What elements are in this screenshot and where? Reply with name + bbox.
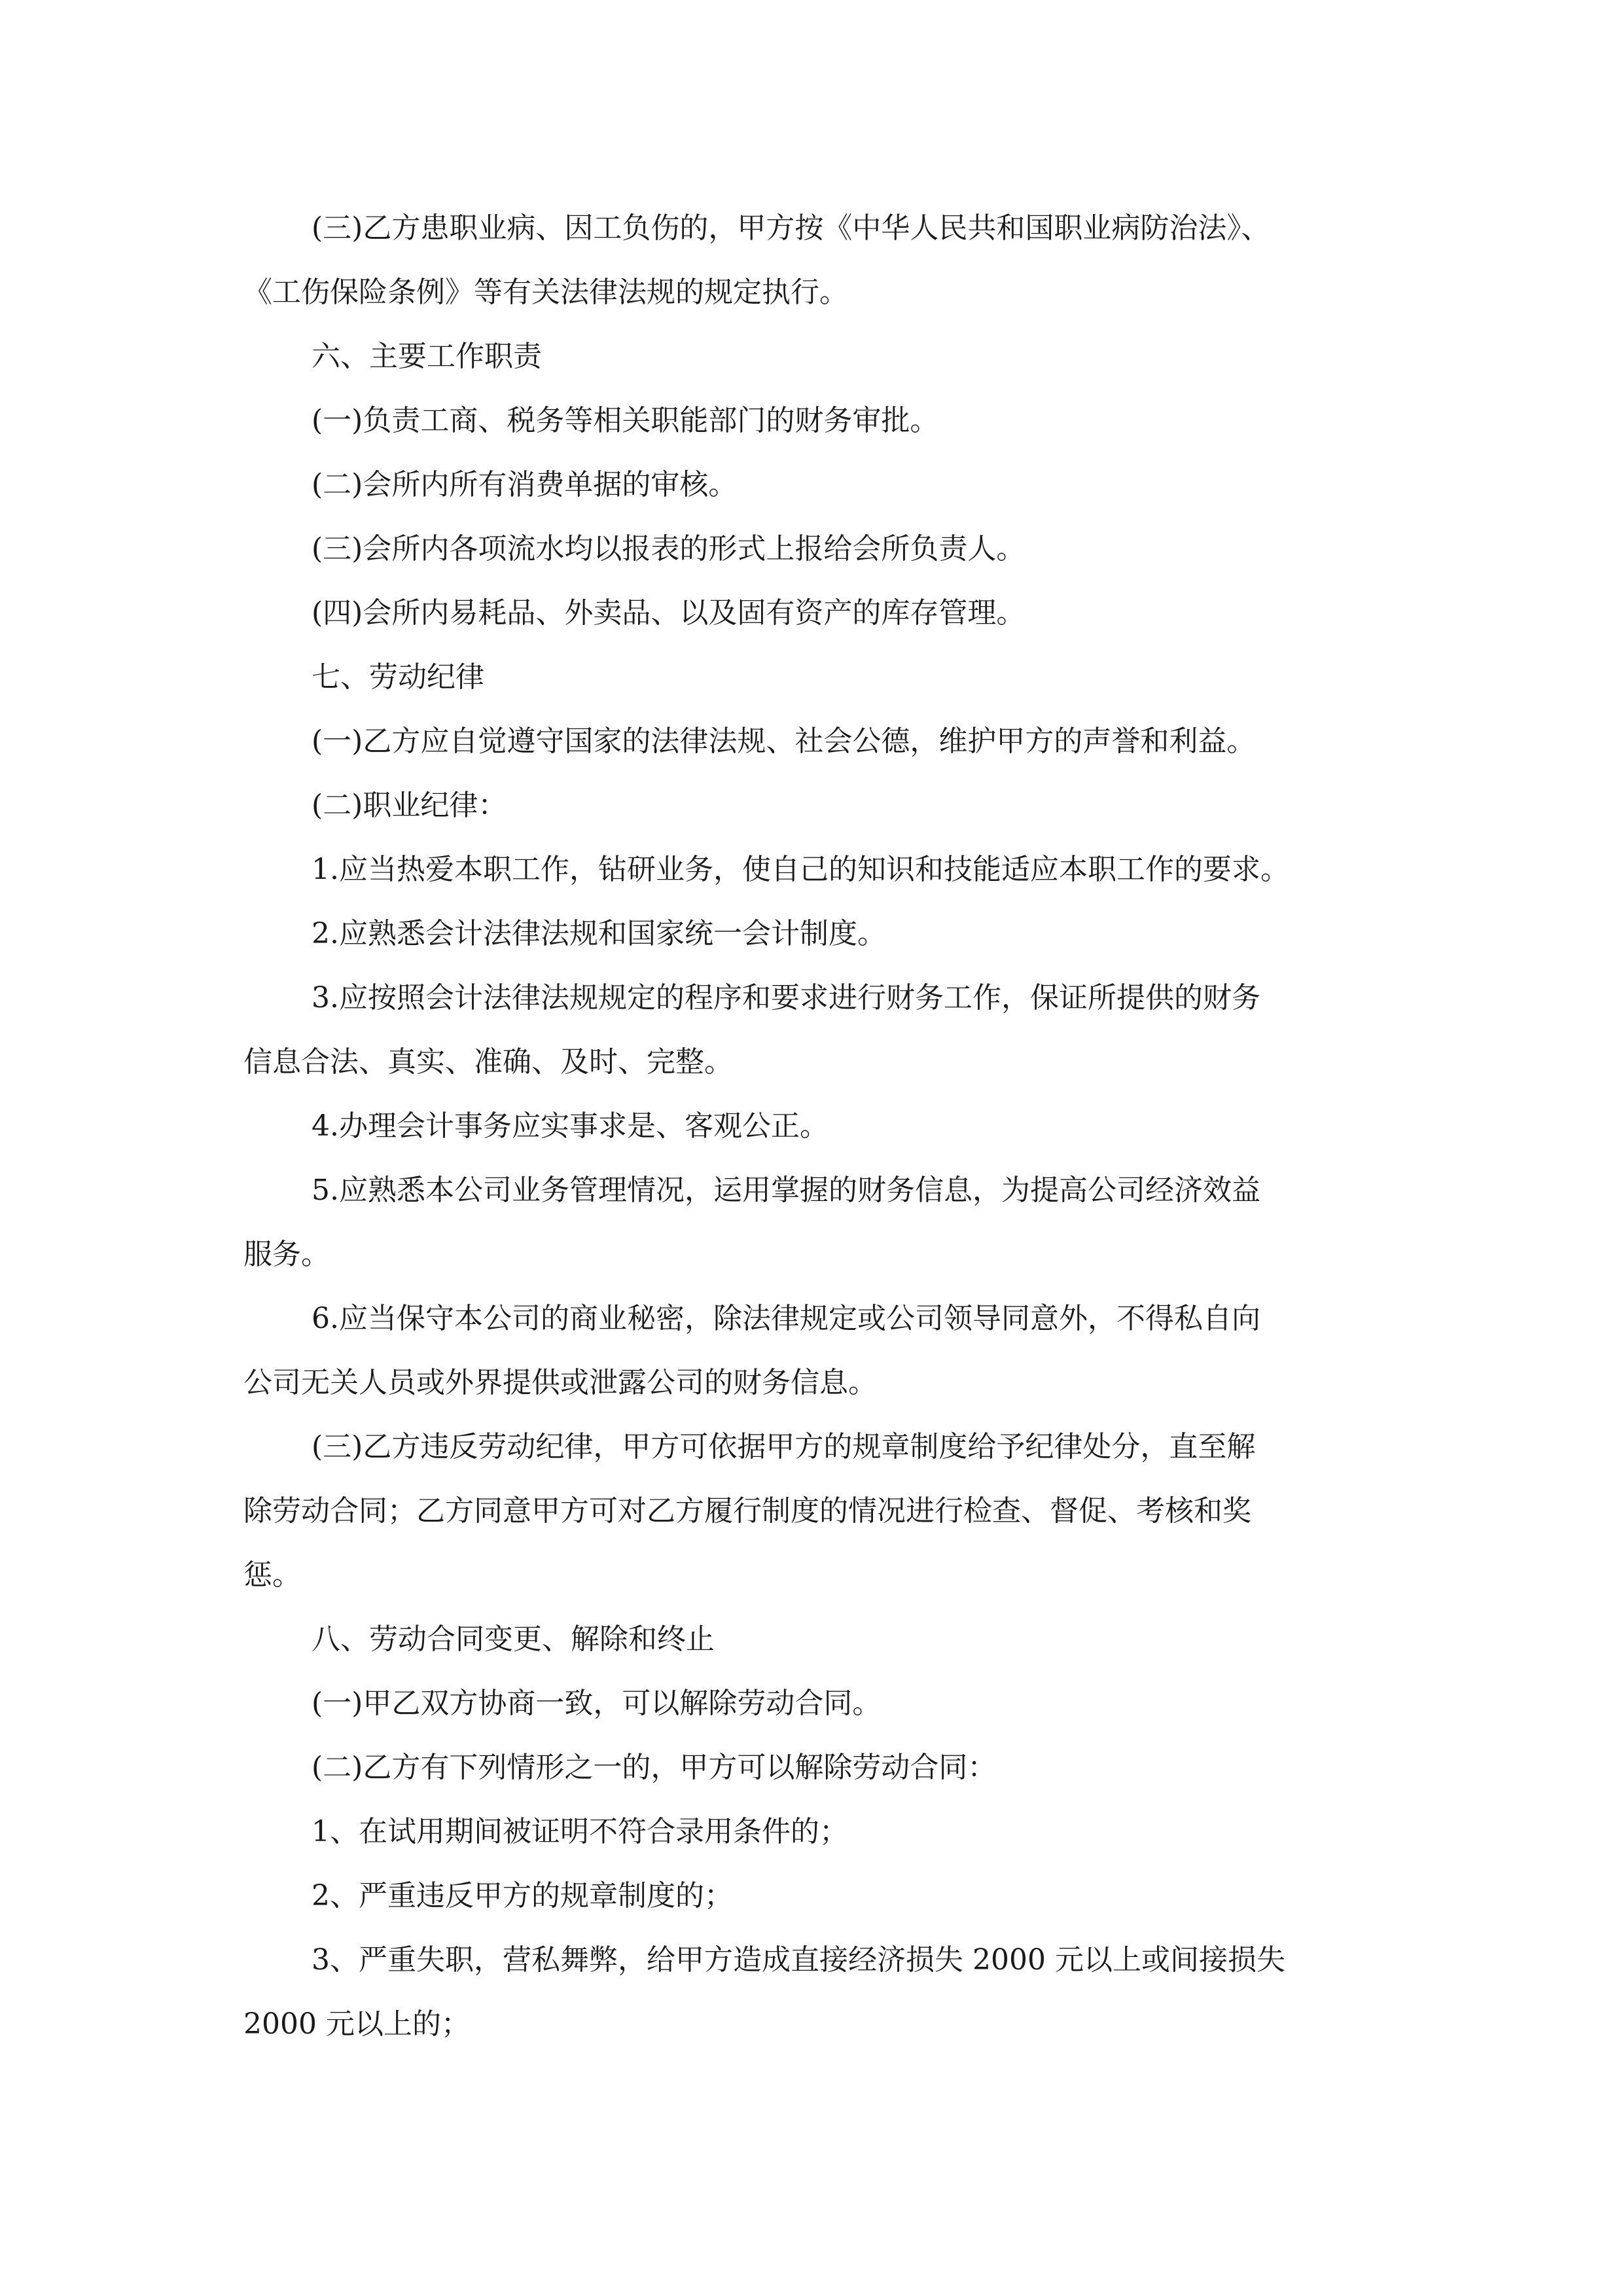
text-line: 6.应当保守本公司的商业秘密，除法律规定或公司领导同意外，不得私自向 <box>312 1302 1260 1335</box>
text-line: 2、严重违反甲方的规章制度的； <box>312 1879 733 1912</box>
text-line: (一)负责工商、税务等相关职能部门的财务审批。 <box>312 404 939 437</box>
text-line: (二)乙方有下列情形之一的，甲方可以解除劳动合同： <box>312 1751 997 1784</box>
text-line: 公司无关人员或外界提供或泄露公司的财务信息。 <box>243 1366 877 1399</box>
text-line: 《工伤保险条例》等有关法律法规的规定执行。 <box>243 276 848 309</box>
text-line: 除劳动合同；乙方同意甲方可对乙方履行制度的情况进行检查、督促、考核和奖 <box>243 1494 1251 1528</box>
text-line: 信息合法、真实、准确、及时、完整。 <box>243 1045 733 1079</box>
text-line: 2000 元以上的； <box>243 2007 470 2041</box>
text-line: (一)乙方应自觉遵守国家的法律法规、社会公德，维护甲方的声誉和利益。 <box>312 725 1256 758</box>
text-line: 5.应熟悉本公司业务管理情况，运用掌握的财务信息，为提高公司经济效益 <box>312 1174 1260 1207</box>
text-line: (三)乙方违反劳动纪律，甲方可依据甲方的规章制度给予纪律处分，直至解 <box>312 1430 1256 1463</box>
text-line: 惩。 <box>243 1558 301 1592</box>
text-line: (三)会所内各项流水均以报表的形式上报给会所负责人。 <box>312 532 1026 565</box>
text-line: 2.应熟悉会计法律法规和国家统一会计制度。 <box>312 917 886 950</box>
text-line: (四)会所内易耗品、外卖品、以及固有资产的库存管理。 <box>312 596 1026 630</box>
text-line: 3.应按照会计法律法规规定的程序和要求进行财务工作，保证所提供的财务 <box>312 981 1260 1014</box>
text-line: (二)会所内所有消费单据的审核。 <box>312 468 738 501</box>
document-body <box>243 196 1392 2056</box>
text-line: 3、严重失职，营私舞弊，给甲方造成直接经济损失 2000 元以上或间接损失 <box>312 1943 1285 1977</box>
text-line: 1、在试用期间被证明不符合录用条件的； <box>312 1815 848 1848</box>
section-heading: 六、主要工作职责 <box>312 340 542 373</box>
text-line: 服务。 <box>243 1238 330 1271</box>
text-line: 1.应当热爱本职工作，钻研业务，使自己的知识和技能适应本职工作的要求。 <box>312 853 1289 886</box>
section-heading: 八、劳动合同变更、解除和终止 <box>312 1623 715 1656</box>
text-line: (一)甲乙双方协商一致，可以解除劳动合同。 <box>312 1687 882 1720</box>
text-line: 4.办理会计事务应实事求是、客观公正。 <box>312 1109 829 1143</box>
text-line: (二)职业纪律： <box>312 789 507 822</box>
text-line: (三)乙方患职业病、因工负伤的，甲方按《中华人民共和国职业病防治法》、 <box>312 211 1270 245</box>
section-heading: 七、劳动纪律 <box>312 660 484 694</box>
